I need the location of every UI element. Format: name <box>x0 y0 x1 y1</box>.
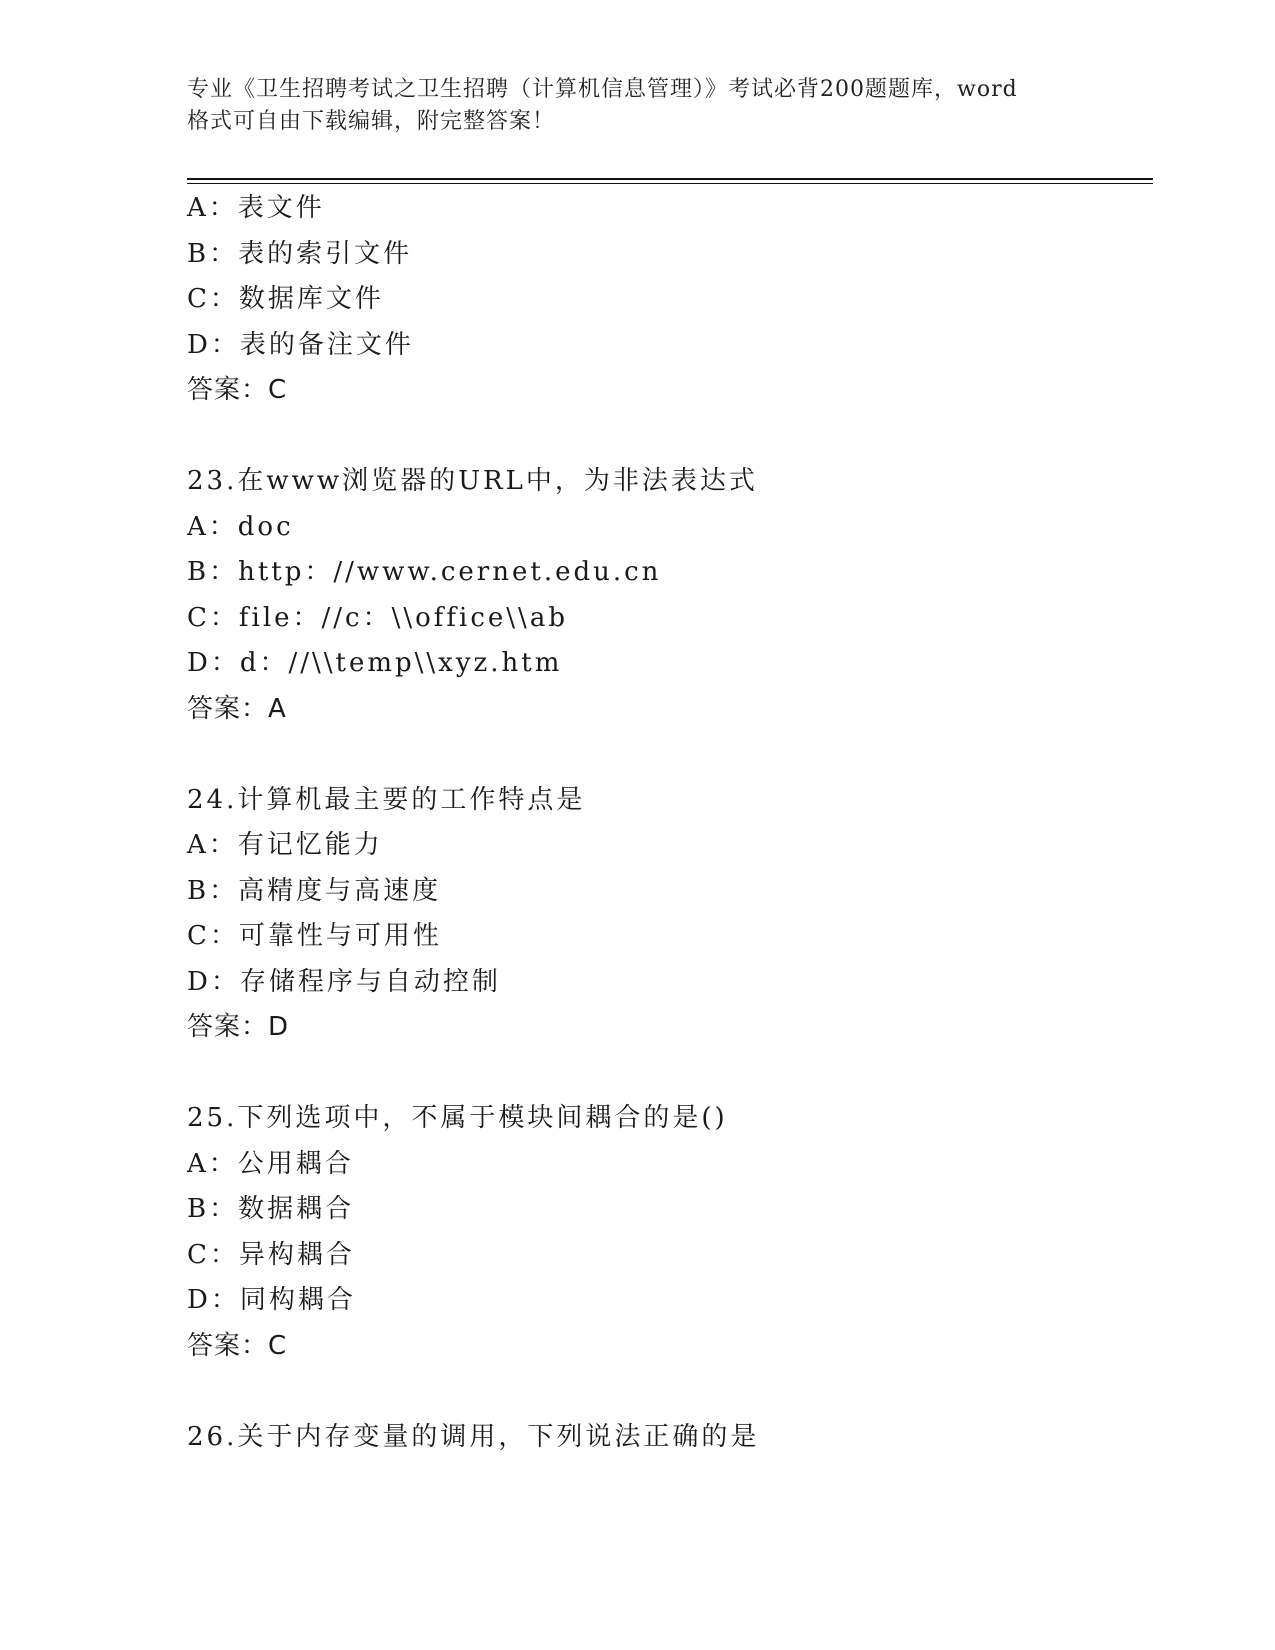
spacer <box>187 1051 1147 1097</box>
question-26-block <box>187 1415 1147 1461</box>
option-a: A：表文件 <box>187 193 325 223</box>
spacer <box>187 732 1147 778</box>
option-c: C：数据库文件 <box>187 284 384 314</box>
question-23-block <box>187 459 1147 732</box>
header-divider-thin <box>187 183 1153 184</box>
question-text: 24.计算机最主要的工作特点是 <box>187 784 586 815</box>
question-text: 26.关于内存变量的调用，下列说法正确的是 <box>187 1421 760 1452</box>
option-a: A：有记忆能力 <box>187 830 383 860</box>
option-d: D：表的备注文件 <box>187 329 414 360</box>
option-b: B：高精度与高速度 <box>187 875 442 906</box>
question-list <box>187 186 1147 1460</box>
option-b: B：http：//www.cernet.edu.cn <box>187 557 662 587</box>
option-d: D：d：//\\temp\\xyz.htm <box>187 648 563 678</box>
question-text: 25.下列选项中，不属于模块间耦合的是() <box>187 1103 728 1133</box>
option-c: C：异构耦合 <box>187 1239 355 1270</box>
question-25-block <box>187 1096 1147 1369</box>
option-b: B：表的索引文件 <box>187 238 413 269</box>
question-22-block <box>187 186 1147 414</box>
answer-line: 答案：C <box>187 375 288 405</box>
question-text: 23.在www浏览器的URL中，为非法表达式 <box>187 466 758 496</box>
option-a: A：doc <box>187 511 294 542</box>
option-c: C：可靠性与可用性 <box>187 921 442 951</box>
option-b: B：数据耦合 <box>187 1194 355 1224</box>
option-c: C：file：//c：\\office\\ab <box>187 602 568 633</box>
spacer <box>187 414 1147 460</box>
spacer <box>187 1369 1147 1415</box>
header-line-2: 格式可自由下载编辑，附完整答案！ <box>187 109 556 134</box>
answer-line: 答案：A <box>187 693 287 724</box>
option-d: D：同构耦合 <box>187 1285 356 1315</box>
answer-line: 答案：D <box>187 1012 290 1042</box>
header-line-1: 专业《卫生招聘考试之卫生招聘（计算机信息管理）》考试必背200题题库，word <box>187 77 1018 102</box>
question-24-block <box>187 778 1147 1051</box>
answer-line: 答案：C <box>187 1330 288 1361</box>
option-a: A：公用耦合 <box>187 1148 354 1179</box>
document-header <box>187 74 1087 138</box>
option-d: D：存储程序与自动控制 <box>187 966 501 997</box>
header-divider-thick <box>187 178 1153 180</box>
